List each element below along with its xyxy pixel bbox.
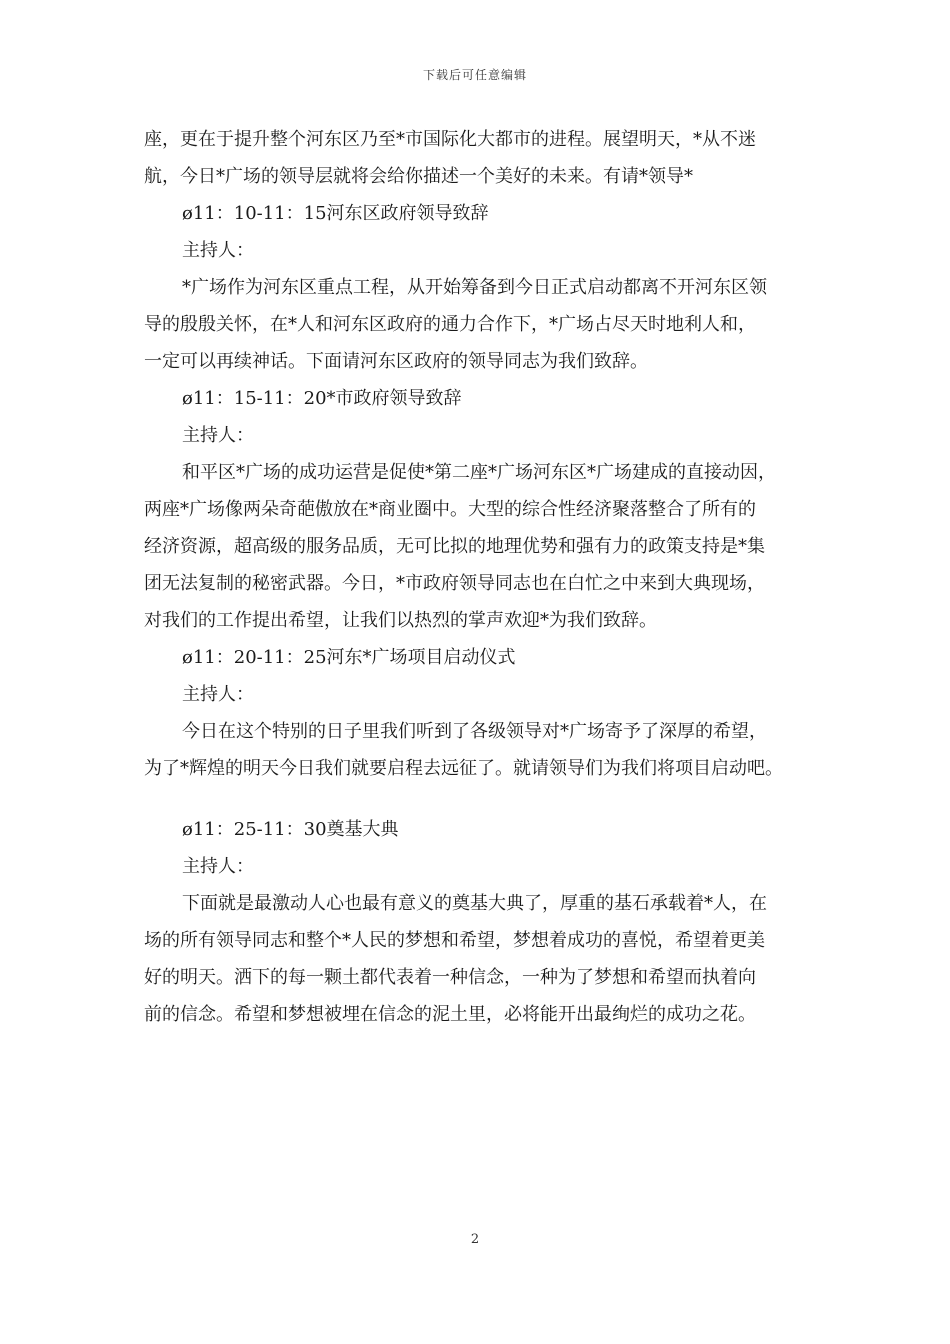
paragraph-line: 经济资源，超高级的服务品质，无可比拟的地理优势和强有力的政策支持是*集 xyxy=(144,536,765,557)
paragraph-line: 座，更在于提升整个河东区乃至*市国际化大都市的进程。展望明天，*从不迷 xyxy=(144,129,756,150)
schedule-item: ø11：20-11：25河东*广场项目启动仪式 xyxy=(182,647,516,668)
paragraph-line: 为了*辉煌的明天今日我们就要启程去远征了。就请领导们为我们将项目启动吧。 xyxy=(144,758,783,779)
paragraph-line: 今日在这个特别的日子里我们听到了各级领导对*广场寄予了深厚的希望， xyxy=(182,721,767,742)
paragraph-line: 团无法复制的秘密武器。今日，*市政府领导同志也在白忙之中来到大典现场， xyxy=(144,573,765,594)
paragraph-line: 两座*广场像两朵奇葩傲放在*商业圈中。大型的综合性经济聚落整合了所有的 xyxy=(144,499,756,520)
schedule-item: ø11：25-11：30奠基大典 xyxy=(182,819,399,840)
paragraph-line: 下面就是最激动人心也最有意义的奠基大典了，厚重的基石承载着*人，在 xyxy=(182,893,767,914)
paragraph-line: 场的所有领导同志和整个*人民的梦想和希望，梦想着成功的喜悦，希望着更美 xyxy=(144,930,765,951)
paragraph-line: 导的殷殷关怀，在*人和河东区政府的通力合作下，*广场占尽天时地利人和， xyxy=(144,314,756,335)
host-label: 主持人： xyxy=(182,240,254,261)
paragraph-spacer xyxy=(144,787,824,811)
paragraph-line: 对我们的工作提出希望，让我们以热烈的掌声欢迎*为我们致辞。 xyxy=(144,610,657,631)
document-body xyxy=(144,121,824,1033)
paragraph-line: 一定可以再续神话。下面请河东区政府的领导同志为我们致辞。 xyxy=(144,351,648,372)
page-header: 下载后可任意编辑 xyxy=(422,68,527,82)
host-label: 主持人： xyxy=(182,856,254,877)
paragraph-line: 前的信念。希望和梦想被埋在信念的泥土里，必将能开出最绚烂的成功之花。 xyxy=(144,1004,756,1025)
host-label: 主持人： xyxy=(182,684,254,705)
paragraph-line: 航，今日*广场的领导层就将会给你描述一个美好的未来。有请*领导* xyxy=(144,166,693,187)
schedule-item: ø11：15-11：20*市政府领导致辞 xyxy=(182,388,462,409)
paragraph-line: 和平区*广场的成功运营是促使*第二座*广场河东区*广场建成的直接动因， xyxy=(182,462,776,483)
paragraph-line: 好的明天。洒下的每一颗土都代表着一种信念，一种为了梦想和希望而执着向 xyxy=(144,967,756,988)
paragraph-line: *广场作为河东区重点工程，从开始筹备到今日正式启动都离不开河东区领 xyxy=(182,277,767,298)
page-number: 2 xyxy=(470,1232,480,1247)
host-label: 主持人： xyxy=(182,425,254,446)
schedule-item: ø11：10-11：15河东区政府领导致辞 xyxy=(182,203,489,224)
